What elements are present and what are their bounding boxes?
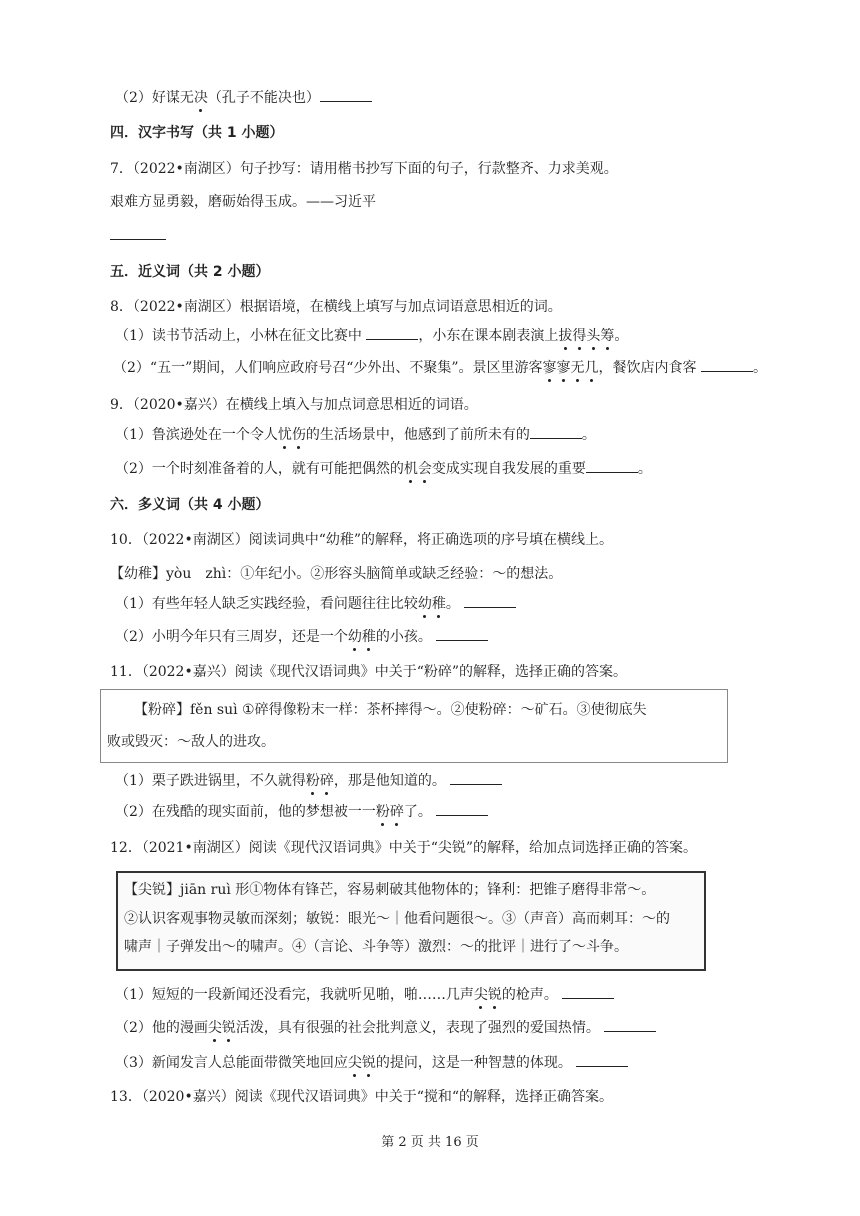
text-segment: 【尖锐】jiān ruì 形①物体有锋芒，容易刺破其他物体的；锋利：把锥子磨得非常～。 xyxy=(124,882,656,898)
text-segment: （孔子不能决也） xyxy=(207,90,320,106)
answer-blank[interactable] xyxy=(701,358,753,372)
text-line xyxy=(115,1018,656,1038)
text-line xyxy=(110,159,618,179)
text-segment: 12．（2021•南湖区）阅读《现代汉语词典》中关于“尖锐”的解释，给加点词选择正确的答案。 xyxy=(110,840,698,856)
text-segment: 活泼，具有很强的社会批判意义，表现了强烈的爱国热情。 xyxy=(235,1020,605,1036)
text-line xyxy=(124,880,655,900)
dotted-word: 机会 xyxy=(403,461,432,477)
text-segment: 9．（2020•嘉兴）在横线上填入与加点词意思相近的词语。 xyxy=(110,397,478,413)
section-heading xyxy=(110,262,270,282)
text-line xyxy=(115,985,614,1005)
text-segment: 的枪声。 xyxy=(501,987,563,1003)
text-segment: 。 xyxy=(614,328,629,344)
text-line xyxy=(124,937,628,957)
text-segment: 。 xyxy=(581,427,596,443)
text-segment: （1）短短的一段新闻还没看完，我就听见啪，啪……几声 xyxy=(115,987,474,1003)
dotted-word: 尖锐 xyxy=(473,987,502,1003)
text-segment: ，小东在课本剧表演上 xyxy=(418,328,559,344)
text-segment: 11．（2022•嘉兴）阅读《现代汉语词典》中关于“粉碎”的解释，选择正确的答案。 xyxy=(110,664,628,680)
text-line xyxy=(110,530,613,550)
text-line xyxy=(110,1087,613,1107)
text-line xyxy=(115,88,372,108)
text-segment: （1）鲁滨逊处在一个令人 xyxy=(115,427,278,443)
text-segment: （2）“五一”期间，人们响应政府号召“少外出、不聚集”。景区里游客 xyxy=(113,360,543,376)
text-segment: 13．（2020•嘉兴）阅读《现代汉语词典》中关于“搅和“的解释，选择正确答案。 xyxy=(110,1089,614,1105)
answer-blank[interactable] xyxy=(586,459,638,473)
dotted-word: 拔得头筹 xyxy=(558,328,615,344)
text-line xyxy=(124,909,670,929)
text-line xyxy=(115,1053,628,1073)
answer-blank[interactable] xyxy=(320,88,372,102)
dotted-word: 幼稚 xyxy=(417,596,446,612)
text-segment: ，那是他知道的。 xyxy=(333,773,451,789)
section-heading xyxy=(110,123,284,143)
text-segment: ②认识客观事物灵敏而深刻；敏锐：眼光～｜他看问题很～。③（声音）高而刺耳：～的 xyxy=(124,911,670,927)
dotted-word: 寥寥无几 xyxy=(542,360,599,376)
text-segment: 的提问，这是一种智慧的体现。 xyxy=(375,1055,577,1071)
text-line xyxy=(115,802,488,822)
text-segment: 了。 xyxy=(403,804,437,820)
dotted-word: 尖锐 xyxy=(347,1055,376,1071)
text-segment: 变成实现自我发展的重要 xyxy=(431,461,586,477)
dotted-word: 粉碎 xyxy=(305,773,334,789)
answer-blank[interactable] xyxy=(450,771,502,785)
text-segment: （2）在残酷的现实面前，他的梦想被一一 xyxy=(115,804,376,820)
text-segment: 10．（2022•南湖区）阅读词典中“幼稚”的解释，将正确选项的序号填在横线上。 xyxy=(110,532,614,548)
text-segment: 的小孩。 xyxy=(375,629,437,645)
text-segment: 7．（2022•南湖区）句子抄写：请用楷书抄写下面的句子，行款整齐、力求美观。 xyxy=(110,161,618,177)
text-line xyxy=(110,192,376,212)
answer-blank-q7[interactable] xyxy=(110,238,166,240)
text-line xyxy=(113,358,767,378)
answer-blank[interactable] xyxy=(576,1053,628,1067)
text-segment: 8．（2022•南湖区）根据语境，在横线上填写与加点词语意思相近的词。 xyxy=(110,299,562,315)
text-line xyxy=(115,425,596,445)
text-line xyxy=(107,732,275,752)
answer-blank[interactable] xyxy=(464,594,516,608)
text-segment: 败或毁灭：～敌人的进攻。 xyxy=(107,734,275,750)
text-line xyxy=(115,627,488,647)
dotted-word: 粉碎 xyxy=(375,804,404,820)
text-segment: （1）读书节活动上，小林在征文比赛中 xyxy=(115,328,367,344)
text-segment: 【粉碎】fěn suì ①碎得像粉末一样：茶杯摔得～。②使粉碎：～矿石。③使彻底失 xyxy=(134,702,647,718)
text-segment: 。 xyxy=(445,596,465,612)
text-segment: 。 xyxy=(637,461,652,477)
text-segment: 五．近义词（共 2 小题） xyxy=(110,264,270,280)
text-segment: 四．汉字书写（共 1 小题） xyxy=(110,125,284,141)
text-line xyxy=(110,838,697,858)
text-line xyxy=(110,297,562,317)
text-segment: （2）一个时刻准备着的人，就有可能把偶然的 xyxy=(115,461,404,477)
text-line xyxy=(115,771,502,791)
dotted-word: 尖锐 xyxy=(207,1020,236,1036)
text-line xyxy=(110,395,478,415)
text-line xyxy=(134,700,647,720)
answer-blank[interactable] xyxy=(366,326,418,340)
text-line xyxy=(110,564,562,584)
text-segment: ，餐饮店内食客 xyxy=(598,360,701,376)
page-footer: 第 2 页 共 16 页 xyxy=(381,1135,479,1150)
text-segment: 【幼稚】yòu zhì：①年纪小。②形容头脑简单或缺乏经验：～的想法。 xyxy=(110,566,563,582)
answer-blank[interactable] xyxy=(436,802,488,816)
text-line xyxy=(115,594,516,614)
answer-blank[interactable] xyxy=(604,1018,656,1032)
text-line xyxy=(115,326,628,346)
text-segment: （2）好谋无 xyxy=(115,90,194,106)
answer-blank[interactable] xyxy=(530,425,582,439)
text-line xyxy=(115,459,652,479)
answer-blank[interactable] xyxy=(562,985,614,999)
text-segment: 的生活场景中，他感到了前所未有的 xyxy=(305,427,530,443)
text-segment: （2）他的漫画 xyxy=(115,1020,208,1036)
section-heading xyxy=(110,495,270,515)
text-segment: （3）新闻发言人总能面带微笑地回应 xyxy=(115,1055,348,1071)
text-segment: （2）小明今年只有三周岁，还是一个 xyxy=(115,629,348,645)
text-segment: 六．多义词（共 4 小题） xyxy=(110,497,270,513)
text-line xyxy=(110,662,627,682)
text-segment: （1）栗子跌进锅里，不久就得 xyxy=(115,773,306,789)
dotted-word: 忧伤 xyxy=(277,427,306,443)
dotted-word: 决 xyxy=(193,90,208,106)
text-segment: 。 xyxy=(753,360,767,376)
dotted-word: 幼稚 xyxy=(347,629,376,645)
answer-blank[interactable] xyxy=(436,627,488,641)
text-segment: （1）有些年轻人缺乏实践经验，看问题往往比较 xyxy=(115,596,418,612)
text-segment: 啸声｜子弹发出～的啸声。④（言论、斗争等）激烈：～的批评｜进行了～斗争。 xyxy=(124,939,628,955)
text-segment: 艰难方显勇毅，磨砺始得玉成。——习近平 xyxy=(110,194,376,210)
